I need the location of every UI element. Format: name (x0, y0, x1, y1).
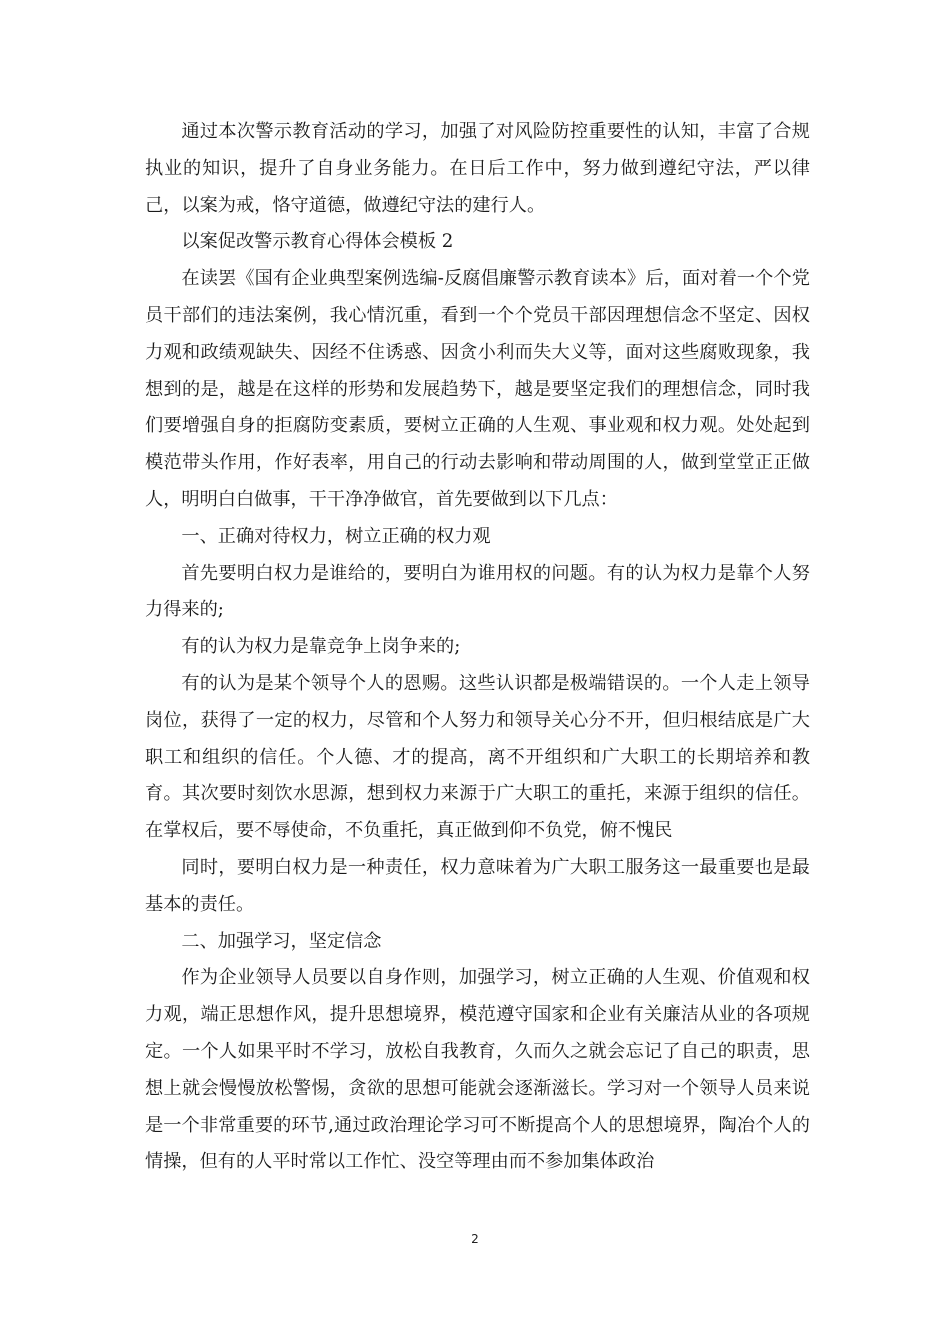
paragraph-intro: 在读罢《国有企业典型案例选编-反腐倡廉警示教育读本》后，面对着一个个党员干部们的违法案例，我心情沉重，看到一个个党员干部因理想信念不坚定、因权力观和政绩观缺失、因经不住诱惑、因贪小利而失大义等，面对这些腐败现象，我想到的是，越是在这样的形势和发展趋势下，越是要坚定我们的理想信念，同时我们要增强自身的拒腐防变素质，要树立正确的人生观、事业观和权力观。处处起到模范带头作用，作好表率，用自己的行动去影响和带动周围的人，做到堂堂正正做人，明明白白做事，干干净净做官，首先要做到以下几点： (145, 268, 810, 510)
paragraph-conclusion: 通过本次警示教育活动的学习，加强了对风险防控重要性的认知，丰富了合规执业的知识，提升了自身业务能力。在日后工作中，努力做到遵纪守法，严以律己，以案为戒，恪守道德，做遵纪守法的建行人。 (145, 121, 810, 216)
paragraph-study: 作为企业领导人员要以自身作则，加强学习，树立正确的人生观、价值观和权力观，端正思想作风，提升思想境界，模范遵守国家和企业有关廉洁从业的各项规定。一个人如果平时不学习，放松自我教育，久而久之就会忘记了自己的职责，思想上就会慢慢放松警惕，贪欲的思想可能就会逐渐滋长。学习对一个领导人员来说是一个非常重要的环节,通过政治理论学习可不断提高个人的思想境界，陶冶个人的情操，但有的人平时常以工作忙、没空等理由而不参加集体政治 (145, 967, 810, 1173)
document-body (145, 114, 810, 1181)
paragraph-power-source: 首先要明白权力是谁给的，要明白为谁用权的问题。有的认为权力是靠个人努力得来的; (145, 562, 810, 621)
section-title-template-2: 以案促改警示教育心得体会模板 2 (181, 231, 454, 253)
heading-point-2: 二、加强学习，坚定信念 (181, 930, 382, 952)
heading-point-1: 一、正确对待权力，树立正确的权力观 (181, 525, 491, 547)
paragraph-leader-grant: 有的认为是某个领导个人的恩赐。这些认识都是极端错误的。一个人走上领导岗位，获得了一定的权力，尽管和个人努力和领导关心分不开，但归根结底是广大职工和组织的信任。个人德、才的提高，离不开组织和广大职工的长期培养和教育。其次要时刻饮水思源，想到权力来源于广大职工的重托，来源于组织的信任。在掌权后，要不辱使命，不负重托，真正做到仰不负党，俯不愧民 (145, 672, 810, 842)
paragraph-competition: 有的认为权力是靠竞争上岗争来的; (181, 636, 461, 658)
page-number: 2 (471, 1232, 479, 1246)
paragraph-responsibility: 同时，要明白权力是一种责任，权力意味着为广大职工服务这一最重要也是最基本的责任。 (145, 856, 810, 915)
